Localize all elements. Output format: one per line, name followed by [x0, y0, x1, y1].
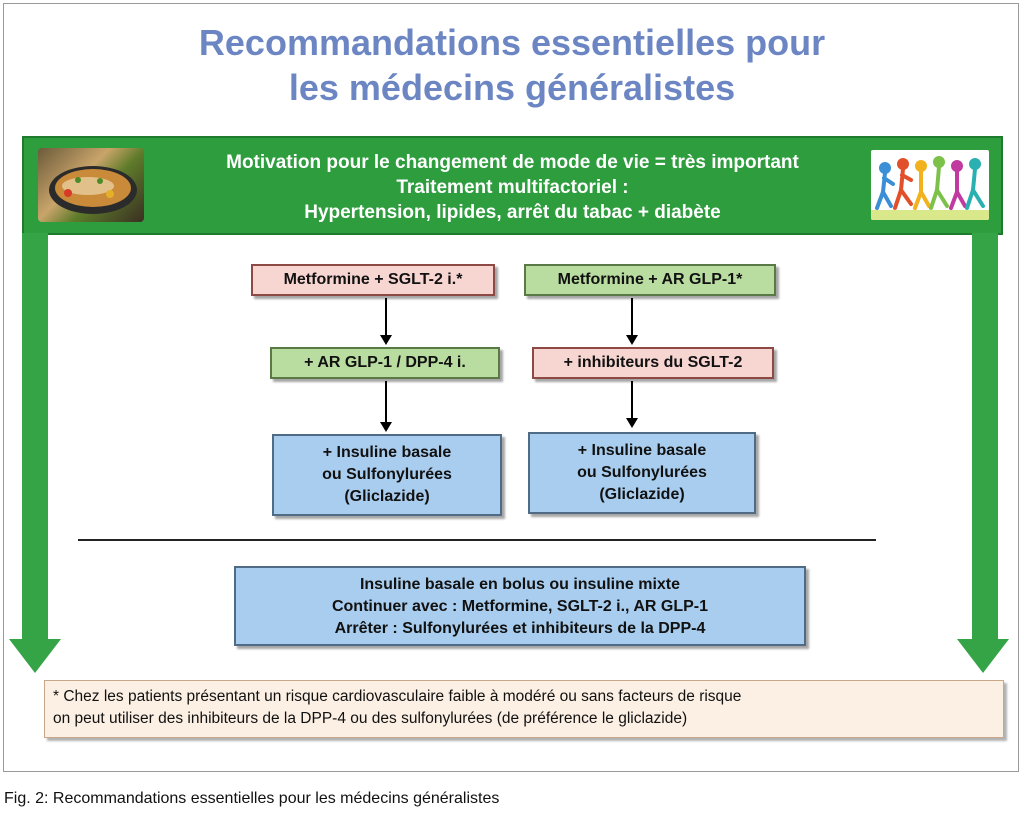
right-step-1-box: Metformine + AR GLP-1* [524, 264, 776, 296]
right-step-3-line-2: ou Sulfonylurées [577, 464, 707, 481]
lifestyle-banner [22, 136, 1003, 235]
banner-text [144, 150, 881, 225]
bottom-box-line-3: Arrêter : Sulfonylurées et inhibiteurs de la DPP-4 [334, 620, 706, 637]
right-step-3-line-3: (Gliclazide) [599, 486, 685, 503]
bottom-box-line-2: Continuer avec : Metformine, SGLT-2 i., AR GLP-1 [331, 598, 709, 615]
banner-line-3: Hypertension, lipides, arrêt du tabac + diabète [304, 202, 721, 223]
left-step-1-box: Metformine + SGLT-2 i.* [251, 264, 495, 296]
food-photo-icon [38, 148, 144, 222]
figure-caption: Fig. 2: Recommandations essentielles pour les médecins généralistes [4, 790, 500, 807]
bottom-box-line-1: Insuline basale en bolus ou insuline mixte [359, 576, 681, 593]
left-step-2-box: + AR GLP-1 / DPP-4 i. [270, 347, 500, 379]
footnote-line-1: * Chez les patients présentant un risque cardiovasculaire faible à modéré ou sans facteurs de risque [53, 688, 742, 705]
left-step-3-line-3: (Gliclazide) [344, 488, 430, 505]
banner-line-2: Traitement multifactoriel : [396, 177, 629, 198]
left-arrow-1 [385, 298, 387, 343]
right-step-3-line-1: + Insuline basale [577, 442, 707, 459]
left-green-arrow-head [9, 639, 61, 673]
banner-line-1: Motivation pour le changement de mode de vie = très important [226, 152, 799, 173]
right-green-arrow-head [957, 639, 1009, 673]
footnote-box [44, 680, 1004, 738]
bottom-insulin-box [234, 566, 806, 646]
separator-line [78, 539, 876, 541]
left-green-arrow-shaft [22, 233, 48, 643]
right-step-3-box [528, 432, 756, 514]
right-green-arrow-shaft [972, 233, 998, 643]
left-step-3-line-2: ou Sulfonylurées [322, 466, 452, 483]
left-arrow-2 [385, 381, 387, 430]
left-step-3-box [272, 434, 502, 516]
title-line-2: les médecins généralistes [288, 67, 736, 108]
title-line-1: Recommandations essentielles pour [198, 22, 826, 63]
figure-frame [3, 3, 1019, 772]
footnote-line-2: on peut utiliser des inhibiteurs de la DPP-4 ou des sulfonylurées (de préférence le gliclazide) [53, 710, 688, 727]
right-step-2-box: + inhibiteurs du SGLT-2 [532, 347, 774, 379]
diagram-title [0, 20, 1024, 110]
right-arrow-2 [631, 381, 633, 426]
running-people-icon [871, 150, 989, 220]
right-arrow-1 [631, 298, 633, 343]
left-step-3-line-1: + Insuline basale [322, 444, 452, 461]
